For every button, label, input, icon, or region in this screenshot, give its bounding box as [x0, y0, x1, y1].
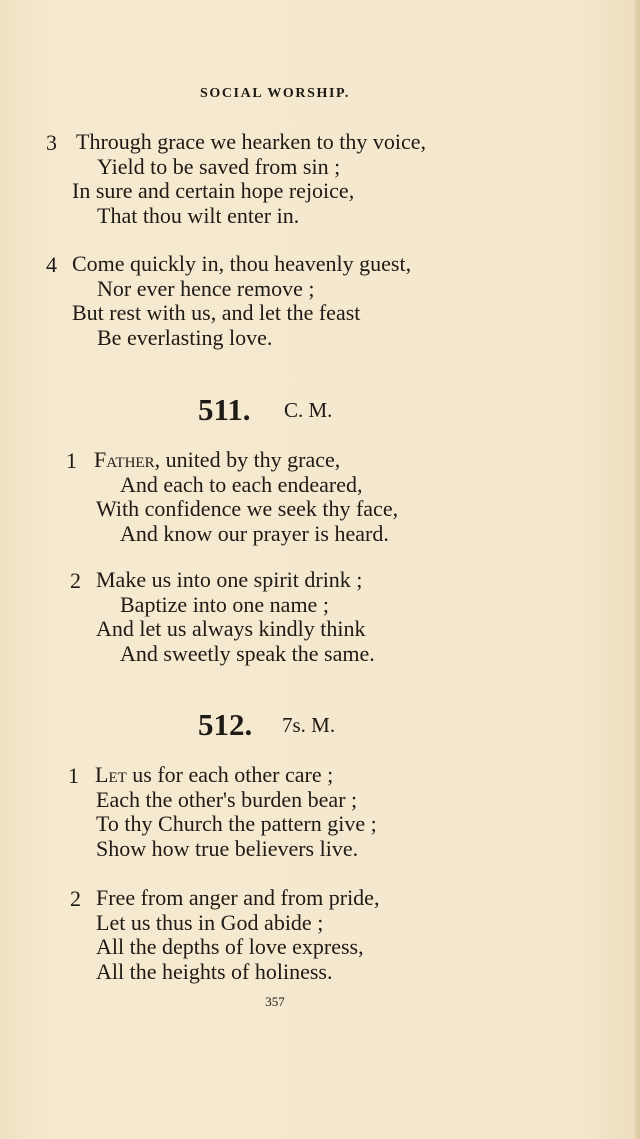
page-number: 357: [265, 994, 285, 1009]
verse-line: Yield to be saved from sin ;: [97, 153, 341, 179]
verse-line: Baptize into one name ;: [120, 591, 329, 617]
verse-number: 2: [70, 886, 81, 911]
hymn-512-verse-1: [0, 763, 560, 862]
verse-number: 1: [68, 763, 79, 788]
verse-line: And let us always kindly think: [96, 616, 366, 642]
first-word: Father,: [94, 447, 161, 472]
first-line-rest: united by thy grace,: [160, 447, 341, 472]
verse-number: 2: [70, 568, 81, 593]
hymn-number: 512.: [198, 707, 253, 742]
verse-line: [0, 763, 560, 788]
hymn-meter: 7s. M.: [282, 713, 336, 737]
verse-line: And sweetly speak the same.: [120, 641, 375, 667]
first-line-rest: us for each other care ;: [126, 762, 334, 787]
verse-3: [0, 130, 560, 229]
verse-line: Each the other's burden bear ;: [96, 786, 358, 812]
verse-line: And know our prayer is heard.: [120, 521, 389, 547]
running-head: SOCIAL WORSHIP.: [199, 86, 351, 101]
verse-number: 4: [46, 252, 57, 277]
verse-line: Nor ever hence remove ;: [97, 275, 315, 301]
hymn-511-verse-1: [0, 448, 560, 547]
verse-line: Let us thus in God abide ;: [96, 909, 324, 935]
verse-line: [0, 448, 560, 473]
hymn-number: 511.: [198, 392, 251, 427]
verse-number: 3: [46, 130, 57, 155]
first-word: Let: [95, 762, 127, 787]
verse-line: In sure and certain hope rejoice,: [72, 178, 355, 204]
verse-line: All the depths of love express,: [96, 934, 364, 960]
verse-line: That thou wilt enter in.: [97, 203, 300, 229]
hymn-512-verse-2: [0, 886, 560, 985]
hymn-511-verse-2: [0, 568, 560, 667]
verse-line: Show how true believers live.: [96, 836, 359, 862]
hymn-meter: C. M.: [284, 398, 333, 422]
verse-line: With confidence we seek thy face,: [96, 496, 399, 522]
verse-line: Be everlasting love.: [97, 325, 273, 351]
verse-4: [0, 252, 560, 351]
verse-line: And each to each endeared,: [120, 471, 363, 497]
verse-line: Free from anger and from pride,: [96, 885, 380, 910]
verse-line: Make us into one spirit drink ;: [96, 567, 363, 592]
verse-line: To thy Church the pattern give ;: [96, 811, 377, 837]
verse-line: Come quickly in, thou heavenly guest,: [72, 251, 412, 276]
verse-number: 1: [66, 448, 77, 473]
page-edge: [634, 0, 640, 1139]
verse-line: Through grace we hearken to thy voice,: [76, 129, 427, 154]
verse-line: All the heights of holiness.: [96, 959, 333, 985]
verse-line: But rest with us, and let the feast: [72, 300, 361, 326]
